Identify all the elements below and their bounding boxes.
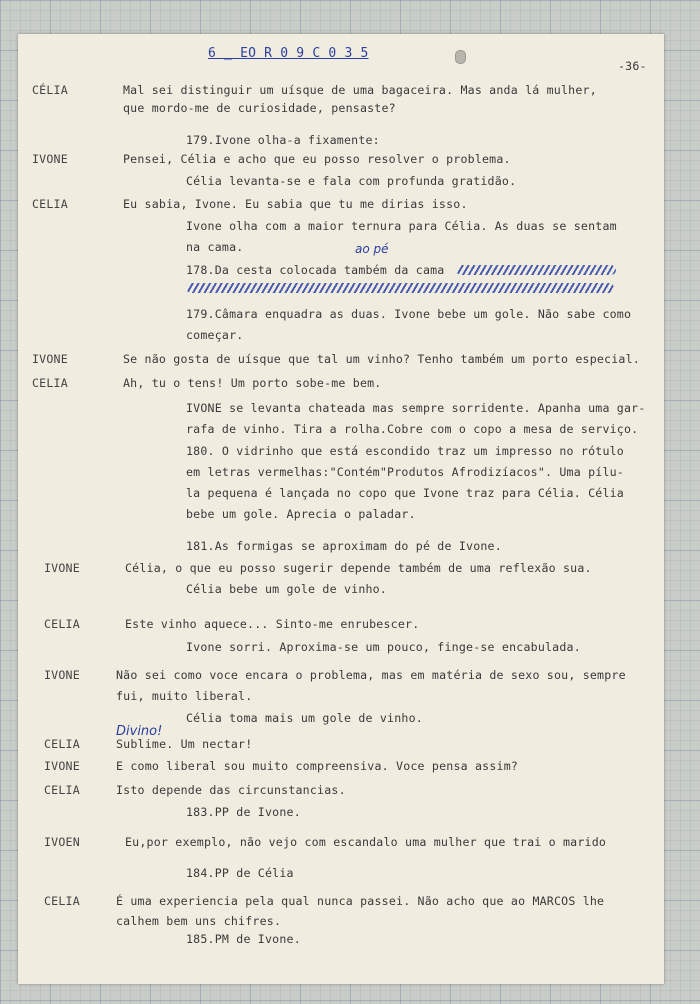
speaker-label: CELIA [44,894,80,908]
speaker-label: CELIA [44,737,80,751]
dialogue-line: Sublime. Um nectar! [116,737,253,751]
scene-direction: 185.PM de Ivone. [186,932,301,946]
dialogue-line: Mal sei distinguir um uísque de uma bagaceira. Mas anda lá mulher, [123,83,597,97]
handwritten-note: Divino! [116,724,163,739]
speaker-label: CELIA [44,783,80,797]
scene-direction: em letras vermelhas:"Contém"Produtos Afrodizíacos". Uma pílu- [186,465,624,479]
speaker-label: IVONE [44,668,80,682]
dialogue-line: Célia, o que eu posso sugerir depende também de uma reflexão sua. [125,561,592,575]
scene-direction: Célia levanta-se e fala com profunda gratidão. [186,174,517,188]
dialogue-line: É uma experiencia pela qual nunca passei. Não acho que ao MARCOS lhe [116,894,605,908]
speaker-label: IVONE [32,152,68,166]
scene-direction: 178.Da cesta colocada também da cama [186,263,445,277]
speaker-label: IVONE [44,561,80,575]
scene-direction: 179.Ivone olha-a fixamente: [186,133,380,147]
scene-direction: 179.Câmara enquadra as duas. Ivone bebe um gole. Não sabe como [186,307,632,321]
speaker-label: CELIA [32,197,68,211]
dialogue-line: Não sei como voce encara o problema, mas em matéria de sexo sou, sempre [116,668,626,682]
scene-direction: Célia bebe um gole de vinho. [186,582,388,596]
dialogue-line: Isto depende das circunstancias. [116,783,346,797]
scene-direction: Ivone olha com a maior ternura para Célia. As duas se sentam [186,219,617,233]
document-stamp: 6 _ EO R 0 9 C 0 3 5 [208,46,369,61]
speaker-label: CELIA [32,376,68,390]
dialogue-line: Pensei, Célia e acho que eu posso resolver o problema. [123,152,511,166]
scene-direction: 181.As formigas se aproximam do pé de Ivone. [186,539,502,553]
script-page [18,34,664,984]
scene-direction: 183.PP de Ivone. [186,805,301,819]
page-number: -36- [618,59,647,73]
scene-direction: Ivone sorri. Aproxima-se um pouco, finge-se encabulada. [186,640,581,654]
scene-direction: 180. O vidrinho que está escondido traz um impresso no rótulo [186,444,624,458]
scene-direction: la pequena é lançada no copo que Ivone traz para Célia. Célia [186,486,624,500]
scene-direction: 184.PP de Célia [186,866,294,880]
scene-direction: na cama. [186,240,244,254]
dialogue-line: que mordo-me de curiosidade, pensaste? [123,101,396,115]
scene-direction: rafa de vinho. Tira a rolha.Cobre com o copo a mesa de serviço. [186,422,639,436]
punch-hole [455,50,466,64]
scene-direction: bebe um gole. Aprecia o paladar. [186,507,416,521]
crossed-out-text [186,283,614,293]
speaker-label: IVONE [44,759,80,773]
crossed-out-text [456,265,616,275]
speaker-label: IVOEN [44,835,80,849]
dialogue-line: Se não gosta de uísque que tal um vinho? Tenho também um porto especial. [123,352,640,366]
dialogue-line: calhem bem uns chifres. [116,914,282,928]
speaker-label: CÉLIA [32,83,68,97]
scene-direction: começar. [186,328,244,342]
dialogue-line: Este vinho aquece... Sinto-me enrubescer. [125,617,420,631]
dialogue-line: E como liberal sou muito compreensiva. Voce pensa assim? [116,759,519,773]
dialogue-line: Eu,por exemplo, não vejo com escandalo uma mulher que trai o marido [125,835,607,849]
dialogue-line: Eu sabia, Ivone. Eu sabia que tu me dirias isso. [123,197,468,211]
dialogue-line: Ah, tu o tens! Um porto sobe-me bem. [123,376,382,390]
handwritten-note: ao pé [355,242,389,256]
dialogue-line: fui, muito liberal. [116,689,253,703]
scene-direction: IVONE se levanta chateada mas sempre sorridente. Apanha uma gar- [186,401,646,415]
scene-direction: Célia toma mais um gole de vinho. [186,711,423,725]
speaker-label: CELIA [44,617,80,631]
speaker-label: IVONE [32,352,68,366]
